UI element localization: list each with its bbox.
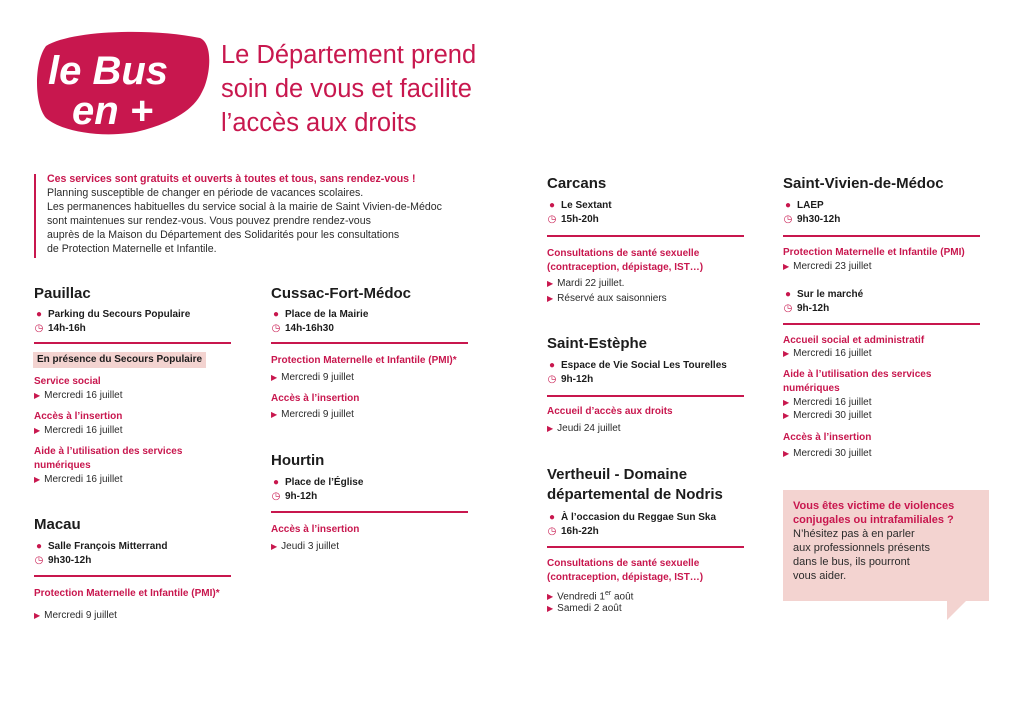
triangle-bullet-icon: ▶ [34,611,41,620]
location-vertheuil: ● À l’occasion du Reggae Sun Ska [546,511,716,524]
map-pin-icon: ● [784,289,792,300]
intro-accent-bar [34,174,36,258]
date-item: ▶ Mercredi 30 juillet [783,410,872,421]
time-saint-vivien: ◷ 9h30-12h [783,214,841,225]
date-item: ▶ Mercredi 9 juillet [34,610,117,621]
service-title: Accès à l’insertion [783,432,872,443]
headline-line: soin de vous et facilite [221,75,472,103]
superscript: er [604,590,612,597]
intro-line: sont maintenues sur rendez-vous. Vous pouvez prendre rendez-vous [47,215,371,228]
city-title-vertheuil: départemental de Nodris [547,486,723,503]
triangle-bullet-icon: ▶ [783,411,790,420]
city-title-macau: Macau [34,516,81,533]
city-title-cussac: Cussac-Fort-Médoc [271,285,412,302]
location-pauillac: ● Parking du Secours Populaire [33,308,190,321]
map-pin-icon: ● [548,512,556,523]
le-bus-en-plus-logo [32,28,214,140]
date-item: ▶ Mercredi 16 juillet [34,425,123,436]
service-title: Protection Maternelle et Infantile (PMI)* [271,355,457,366]
divider [547,395,744,397]
clock-icon: ◷ [34,555,44,566]
city-title-carcans: Carcans [547,175,607,192]
intro-line: de Protection Maternelle et Infantile. [47,243,217,256]
intro-line: Planning susceptible de changer en période de vacances scolaires. [47,187,364,200]
date-item: ▶ Mercredi 16 juillet [34,474,123,485]
service-title: Protection Maternelle et Infantile (PMI)* [34,588,220,599]
map-pin-icon: ● [548,200,556,211]
service-title: Consultations de santé sexuelle [547,248,700,259]
date-item: ▶ Mercredi 9 juillet [271,372,354,383]
intro-lead: Ces services sont gratuits et ouverts à toutes et tous, sans rendez-vous ! [47,173,416,185]
service-title: (contraception, dépistage, IST…) [547,572,704,583]
callout-answer: N’hésitez pas à en parler aux professionnels présents dans le bus, ils pourront vous aider. [793,528,930,582]
divider [547,235,744,237]
triangle-bullet-icon: ▶ [34,426,41,435]
clock-icon: ◷ [547,526,557,537]
headline-line: l’accès aux droits [221,109,417,137]
service-title: Protection Maternelle et Infantile (PMI) [783,247,965,258]
intro-line: auprès de la Maison du Département des Solidarités pour les consultations [47,229,400,242]
triangle-bullet-icon: ▶ [783,398,790,407]
service-title: Consultations de santé sexuelle [547,558,700,569]
clock-icon: ◷ [271,491,281,502]
service-title: Aide à l’utilisation des services [34,446,183,457]
triangle-bullet-icon: ▶ [34,391,41,400]
service-title: Accueil d’accès aux droits [547,406,673,417]
location-saint-vivien: ● LAEP [782,199,824,212]
location-hourtin: ● Place de l’Église [270,476,363,489]
triangle-bullet-icon: ▶ [547,604,554,613]
time-saint-estephe: ◷ 9h-12h [547,374,594,385]
date-item: ▶ Jeudi 3 juillet [271,541,339,552]
time-carcans: ◷ 15h-20h [547,214,599,225]
clock-icon: ◷ [547,374,557,385]
service-title: Aide à l’utilisation des services [783,369,932,380]
triangle-bullet-icon: ▶ [271,373,278,382]
triangle-bullet-icon: ▶ [271,542,278,551]
triangle-bullet-icon: ▶ [547,592,554,602]
date-item: ▶ Mercredi 16 juillet [783,348,872,359]
map-pin-icon: ● [272,309,280,320]
date-item: ▶ Mardi 22 juillet. [547,278,625,289]
speech-bubble-tail [947,600,967,620]
triangle-bullet-icon: ▶ [271,410,278,419]
logo-text-line1: le Bus [48,49,169,93]
city-title-saint-estephe: Saint-Estèphe [547,335,648,352]
triangle-bullet-icon: ▶ [34,475,41,484]
time-hourtin: ◷ 9h-12h [271,491,318,502]
city-title-pauillac: Pauillac [34,285,91,302]
divider [783,235,980,237]
divider [783,323,980,325]
date-item: ▶ Samedi 2 août [547,603,622,614]
map-pin-icon: ● [272,477,280,488]
map-pin-icon: ● [35,309,43,320]
triangle-bullet-icon: ▶ [783,349,790,358]
intro-block [34,172,444,257]
clock-icon: ◷ [783,303,793,314]
triangle-bullet-icon: ▶ [547,279,554,288]
service-title: Accueil social et administratif [783,335,925,346]
date-item: ▶ Mercredi 16 juillet [34,390,123,401]
service-title: Accès à l’insertion [271,393,360,404]
map-pin-icon: ● [35,541,43,552]
date-item: ▶ Mercredi 23 juillet [783,261,872,272]
time-pauillac: ◷ 14h-16h [34,323,86,334]
violence-help-callout [783,490,989,601]
location-marche: ● Sur le marché [782,288,863,301]
clock-icon: ◷ [271,323,281,334]
service-title: Accès à l’insertion [34,411,123,422]
location-macau: ● Salle François Mitterrand [33,540,167,553]
date-item: ▶ Mercredi 9 juillet [271,409,354,420]
logo-text-line2: en + [72,89,154,133]
divider [34,575,231,577]
divider [547,546,744,548]
clock-icon: ◷ [783,214,793,225]
date-item: ▶ Réservé aux saisonniers [547,293,667,304]
date-item: ▶ Mercredi 16 juillet [783,397,872,408]
location-saint-estephe: ● Espace de Vie Social Les Tourelles [546,359,727,372]
service-title: (contraception, dépistage, IST…) [547,262,704,273]
headline-line: Le Département prend [221,41,477,69]
date-item: ▶ Jeudi 24 juillet [547,423,621,434]
time-vertheuil: ◷ 16h-22h [547,526,599,537]
clock-icon: ◷ [547,214,557,225]
service-title: numériques [34,460,91,471]
location-cussac: ● Place de la Mairie [270,308,368,321]
divider [271,511,468,513]
service-title: Service social [34,376,101,387]
city-title-hourtin: Hourtin [271,452,325,469]
date-item: ▶ Vendredi 1er août [547,590,634,603]
time-cussac: ◷ 14h-16h30 [271,323,334,334]
city-title-saint-vivien: Saint-Vivien-de-Médoc [783,175,944,192]
map-pin-icon: ● [784,200,792,211]
clock-icon: ◷ [34,323,44,334]
location-carcans: ● Le Sextant [546,199,612,212]
divider [271,342,468,344]
map-pin-icon: ● [548,360,556,371]
triangle-bullet-icon: ▶ [783,449,790,458]
divider [34,342,231,344]
triangle-bullet-icon: ▶ [547,294,554,303]
page-headline [221,38,521,140]
secours-populaire-tag: En présence du Secours Populaire [33,352,206,368]
time-macau: ◷ 9h30-12h [34,555,92,566]
time-marche: ◷ 9h-12h [783,303,830,314]
city-title-vertheuil: Vertheuil - Domaine [547,466,688,483]
callout-question: Vous êtes victime de violences conjugales ou intrafamiliales ? [793,500,955,526]
service-title: numériques [783,383,840,394]
date-item: ▶ Mercredi 30 juillet [783,448,872,459]
triangle-bullet-icon: ▶ [547,424,554,433]
intro-line: Les permanences habituelles du service social à la mairie de Saint Vivien-de-Médoc [47,201,442,214]
service-title: Accès à l’insertion [271,524,360,535]
triangle-bullet-icon: ▶ [783,262,790,271]
